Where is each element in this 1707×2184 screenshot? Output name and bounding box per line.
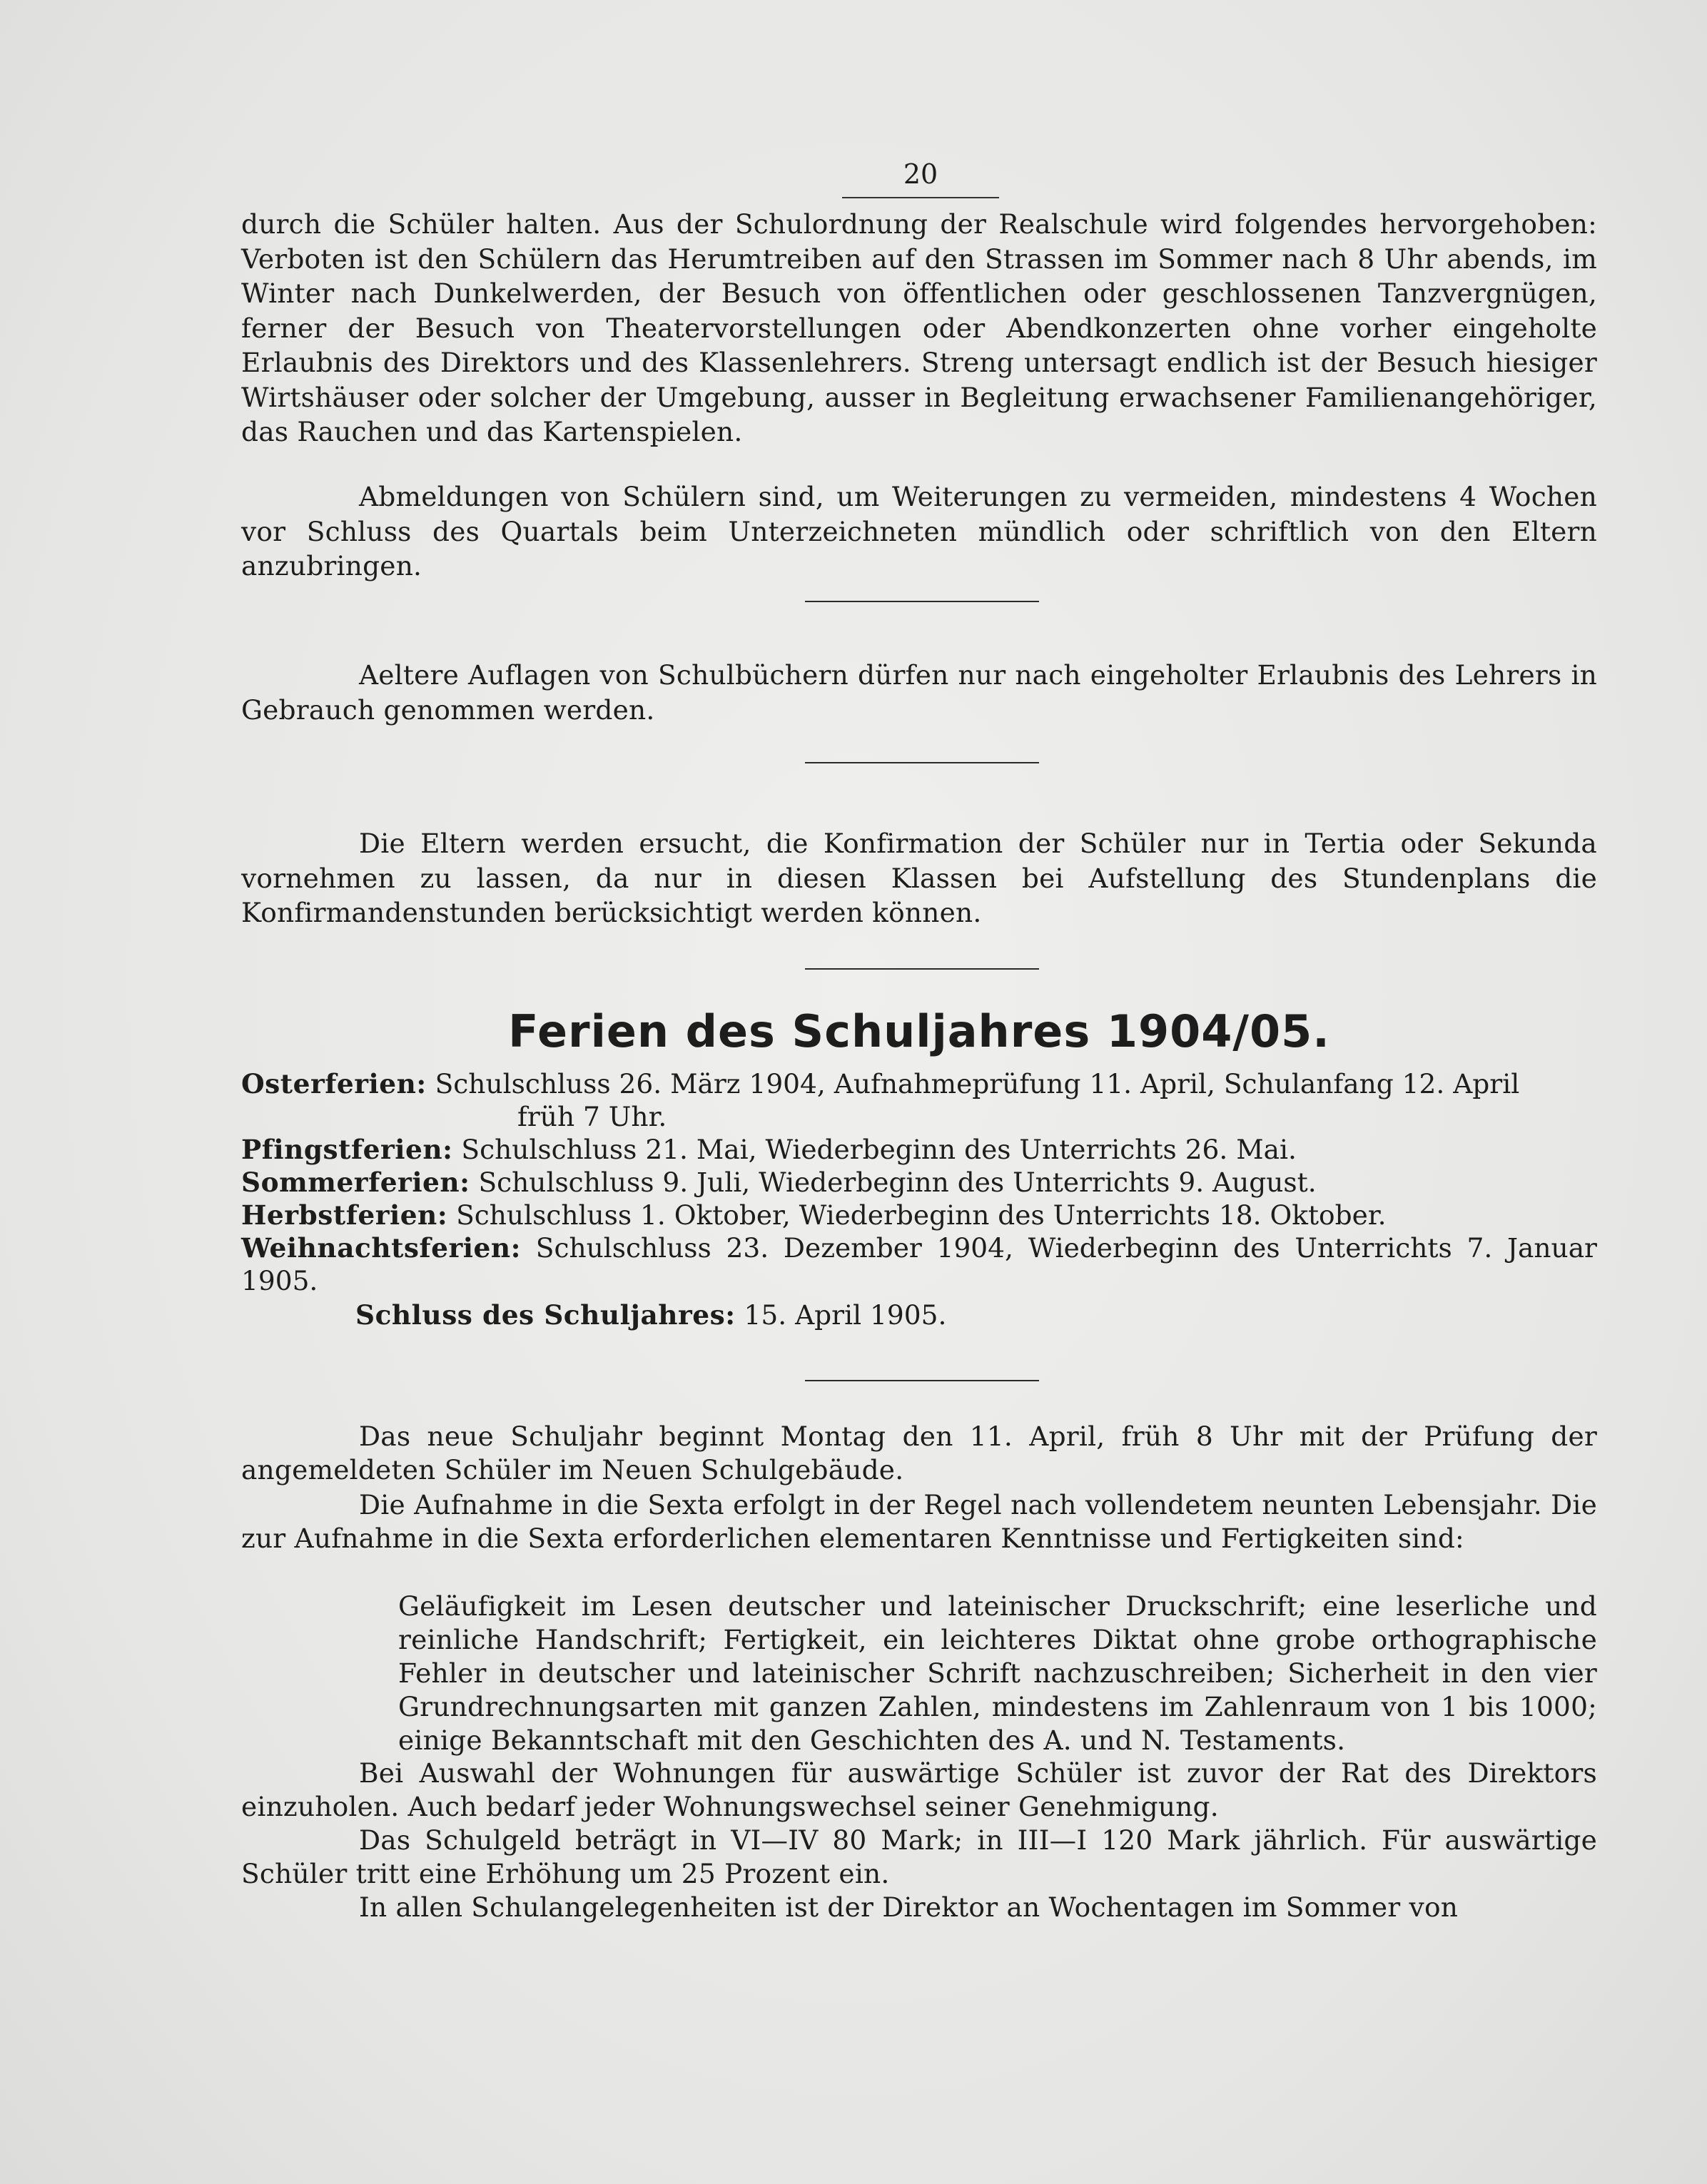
paragraph-old-textbooks: Aeltere Auflagen von Schulbüchern dürfen nur nach eingeholter Erlaubnis des Lehrers in Gebrauch genommen werden. <box>241 659 1597 726</box>
holiday-easter-continued: früh 7 Uhr. <box>517 1101 667 1132</box>
section-divider <box>805 968 1039 970</box>
holidays-heading: Ferien des Schuljahres 1904/05. <box>508 1005 1330 1057</box>
section-divider <box>805 601 1039 602</box>
holiday-christmas <box>241 1231 1597 1297</box>
holiday-label: Sommerferien: <box>241 1167 470 1198</box>
section-divider <box>805 1380 1039 1381</box>
paragraph-admission: Die Aufnahme in die Sexta erfolgt in der Regel nach vollendetem neunten Lebensjahr. Die zur Aufnahme in die Sexta erforderlichen elementaren Kenntnisse und Fertigkeiten sind: <box>241 1489 1597 1554</box>
holiday-label: Weihnachtsferien: <box>241 1232 521 1264</box>
admission-requirements: Geläufigkeit im Lesen deutscher und lateinischer Druckschrift; eine leserliche und reinliche Handschrift; Fertigkeit, ein leichteres Diktat ohne grobe orthographische Fehler in deutscher und lateinischer Schrift nachzuschreiben; Sicherheit in den vier Grundrechnungsarten mit ganzen Zahlen, mindestens im Zahlenraum von 1 bis 1000; einige Bekanntschaft mit den Geschichten des A. und N. Testaments. <box>398 1590 1597 1756</box>
page-number-rule <box>842 197 999 198</box>
paragraph-new-school-year: Das neue Schuljahr beginnt Montag den 11. April, früh 8 Uhr mit der Prüfung der angemeldeten Schüler im Neuen Schulgebäude. <box>241 1421 1597 1485</box>
paragraph-confirmation: Die Eltern werden ersucht, die Konfirmation der Schüler nur in Tertia oder Sekunda vornehmen zu lassen, da nur in diesen Klassen bei Aufstellung des Stundenplans die Konfirmandenstunden berücksichtigt werden können. <box>241 828 1597 928</box>
paragraph-housing: Bei Auswahl der Wohnungen für auswärtige Schüler ist zuvor der Rat des Direktors einzuholen. Auch bedarf jeder Wohnungswechsel seiner Genehmigung. <box>241 1757 1597 1822</box>
holiday-summer <box>241 1166 1597 1199</box>
holiday-autumn <box>241 1199 1597 1231</box>
paragraph-deregistration: Abmeldungen von Schülern sind, um Weiterungen zu vermeiden, mindestens 4 Wochen vor Schluss des Quartals beim Unterzeichneten mündlich oder schriftlich von den Eltern anzubringen. <box>241 481 1597 581</box>
page-number: 20 <box>903 158 938 190</box>
holiday-pentecost <box>241 1133 1597 1166</box>
holiday-list <box>241 1067 1597 1331</box>
holiday-text: Schulschluss 26. März 1904, Aufnahmeprüfung 11. April, Schulanfang 12. April <box>435 1068 1520 1099</box>
holiday-text: Schulschluss 21. Mai, Wiederbeginn des Unterrichts 26. Mai. <box>461 1134 1297 1165</box>
holiday-label: Osterferien: <box>241 1068 427 1099</box>
holiday-text: Schulschluss 23. Dezember 1904, Wiederbeginn des Unterrichts 7. Januar 1905. <box>241 1232 1597 1296</box>
school-year-end <box>241 1299 1597 1331</box>
holiday-text: Schulschluss 1. Oktober, Wiederbeginn des Unterrichts 18. Oktober. <box>456 1199 1387 1231</box>
holiday-text: Schulschluss 9. Juli, Wiederbeginn des Unterrichts 9. August. <box>478 1167 1317 1198</box>
paragraph-office-hours: In allen Schulangelegenheiten ist der Direktor an Wochentagen im Sommer von <box>359 1891 1459 1923</box>
holiday-label: Schluss des Schuljahres: <box>355 1299 736 1331</box>
holiday-easter <box>241 1067 1597 1100</box>
holiday-label: Herbstferien: <box>241 1199 448 1231</box>
paragraph-school-fees: Das Schulgeld beträgt in VI—IV 80 Mark; in III—I 120 Mark jährlich. Für auswärtige Schüler tritt eine Erhöhung um 25 Prozent ein. <box>241 1824 1597 1889</box>
paragraph-school-rules: durch die Schüler halten. Aus der Schulordnung der Realschule wird folgendes hervorgehoben: Verboten ist den Schülern das Herumtreiben auf den Strassen im Sommer nach 8 Uhr abends, im Winter nach Dunkelwerden, der Besuch von öffentlichen oder geschlossenen Tanzvergnügen, ferner der Besuch von Theatervorstellungen oder Abendkonzerten ohne vorher eingeholte Erlaubnis des Direktors und des Klassenlehrers. Streng untersagt endlich ist der Besuch hiesiger Wirtshäuser oder solcher der Umgebung, ausser in Begleitung erwachsener Familienangehöriger, das Rauchen und das Kartenspielen. <box>241 208 1597 447</box>
holiday-text: 15. April 1905. <box>744 1299 947 1331</box>
section-divider <box>805 762 1039 763</box>
holiday-label: Pfingstferien: <box>241 1134 453 1165</box>
